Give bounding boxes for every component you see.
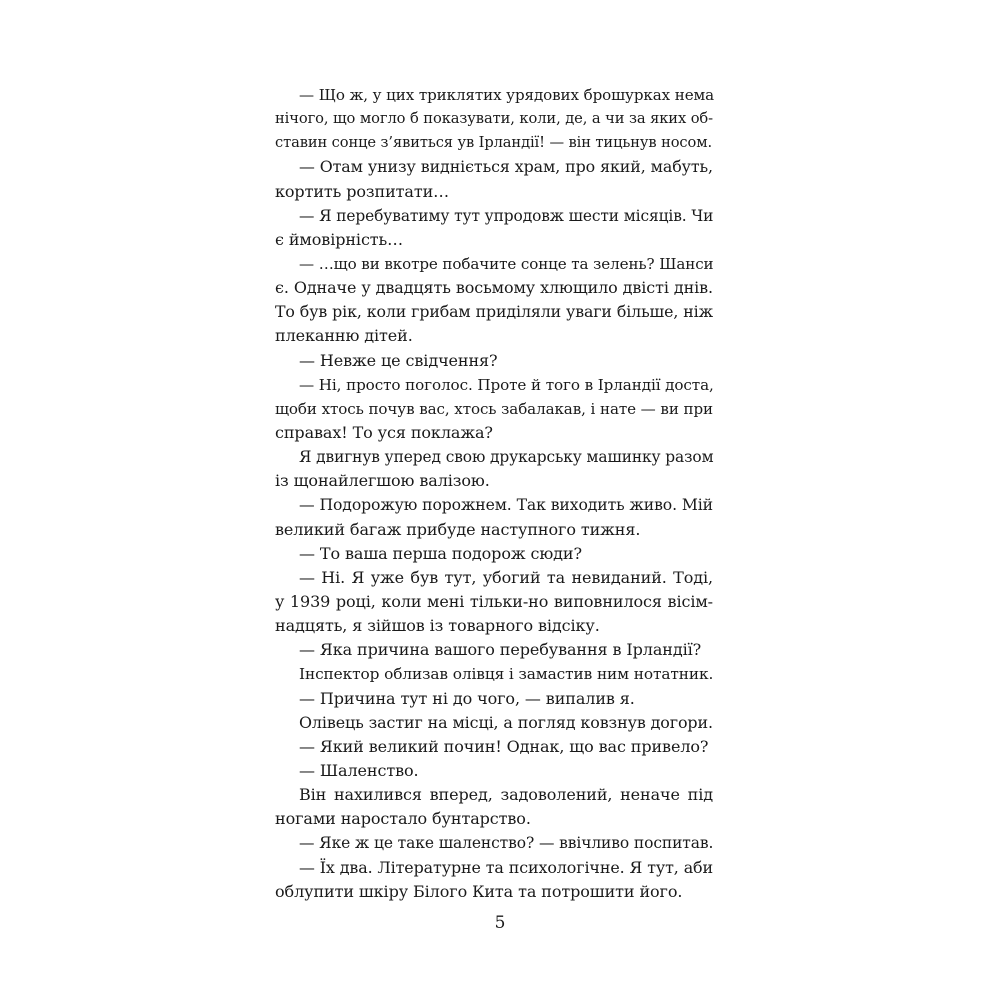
text-line: ногами наростало бунтарство.	[275, 809, 531, 829]
text-line: Олівець застиг на місці, а погляд ковзнув догори.	[299, 712, 713, 732]
text-line: Він нахилився вперед, задоволений, неначе під	[299, 785, 713, 805]
page-number: 5	[494, 913, 506, 933]
text-line: — Яка причина вашого перебування в Ірландії?	[299, 640, 702, 660]
text-line: — То ваша перша подорож сюди?	[299, 543, 582, 563]
text-line: Інспектор облизав олівця і замастив ним нотатник.	[299, 665, 714, 684]
text-line: із щонайлегшою валізою.	[275, 471, 490, 491]
text-line: — Який великий почин! Однак, що вас привело?	[299, 736, 709, 756]
text-line: — Ні, просто поголос. Проте й того в Ірландії доста,	[299, 375, 714, 394]
text-line: — Ні. Я уже був тут, убогий та невиданий. Тоді,	[299, 567, 713, 587]
text-line: справах! То уся поклажа?	[275, 422, 493, 442]
text-line: Я двигнув уперед свою друкарську машинку разом	[299, 448, 714, 467]
text-line: — Їх два. Літературне та психологічне. Я тут, аби	[299, 857, 713, 877]
text-line: — Шаленство.	[299, 760, 419, 780]
text-line: щоби хтось почув вас, хтось забалакав, і нате — ви при	[275, 399, 713, 418]
text-line: є ймовірність…	[275, 229, 404, 249]
text-line: ставин сонце з’явиться ув Ірландії! — він тицьнув носом.	[275, 134, 713, 152]
text-line: у 1939 році, коли мені тільки-но виповнилося вісім-	[275, 591, 713, 611]
text-line: — …що ви вкотре побачите сонце та зелень? Шанси	[299, 254, 714, 273]
text-line: нічого, що могло б показувати, коли, де, а чи за яких об-	[275, 110, 713, 128]
text-line: плеканню дітей.	[275, 326, 413, 346]
text-line: облупити шкіру Білого Кита та потрошити його.	[275, 881, 683, 901]
text-line: кортить розпитати…	[275, 181, 450, 201]
text-line: — Що ж, у цих триклятих урядових брошурках нема	[299, 86, 715, 104]
text-line: — Я перебуватиму тут упродовж шести місяців. Чи	[299, 206, 714, 225]
text-line: То був рік, коли грибам приділяли уваги більше, ніж	[275, 302, 713, 322]
body-text	[275, 83, 713, 904]
text-line: — Невже це свідчення?	[299, 350, 498, 370]
text-line: є. Одначе у двадцять восьмому хлющило двісті днів.	[275, 278, 713, 298]
text-line: — Причина тут ні до чого, — випалив я.	[299, 688, 635, 708]
text-line: — Подорожую порожнем. Так виходить живо. Мій	[299, 495, 713, 515]
text-line: — Отам унизу видніється храм, про який, мабуть,	[299, 157, 713, 177]
text-line: великий багаж прибуде наступного тижня.	[275, 519, 641, 539]
text-line: — Яке ж це таке шаленство? — ввічливо поспитав.	[299, 834, 714, 853]
text-line: надцять, я зійшов із товарного відсіку.	[275, 616, 600, 636]
